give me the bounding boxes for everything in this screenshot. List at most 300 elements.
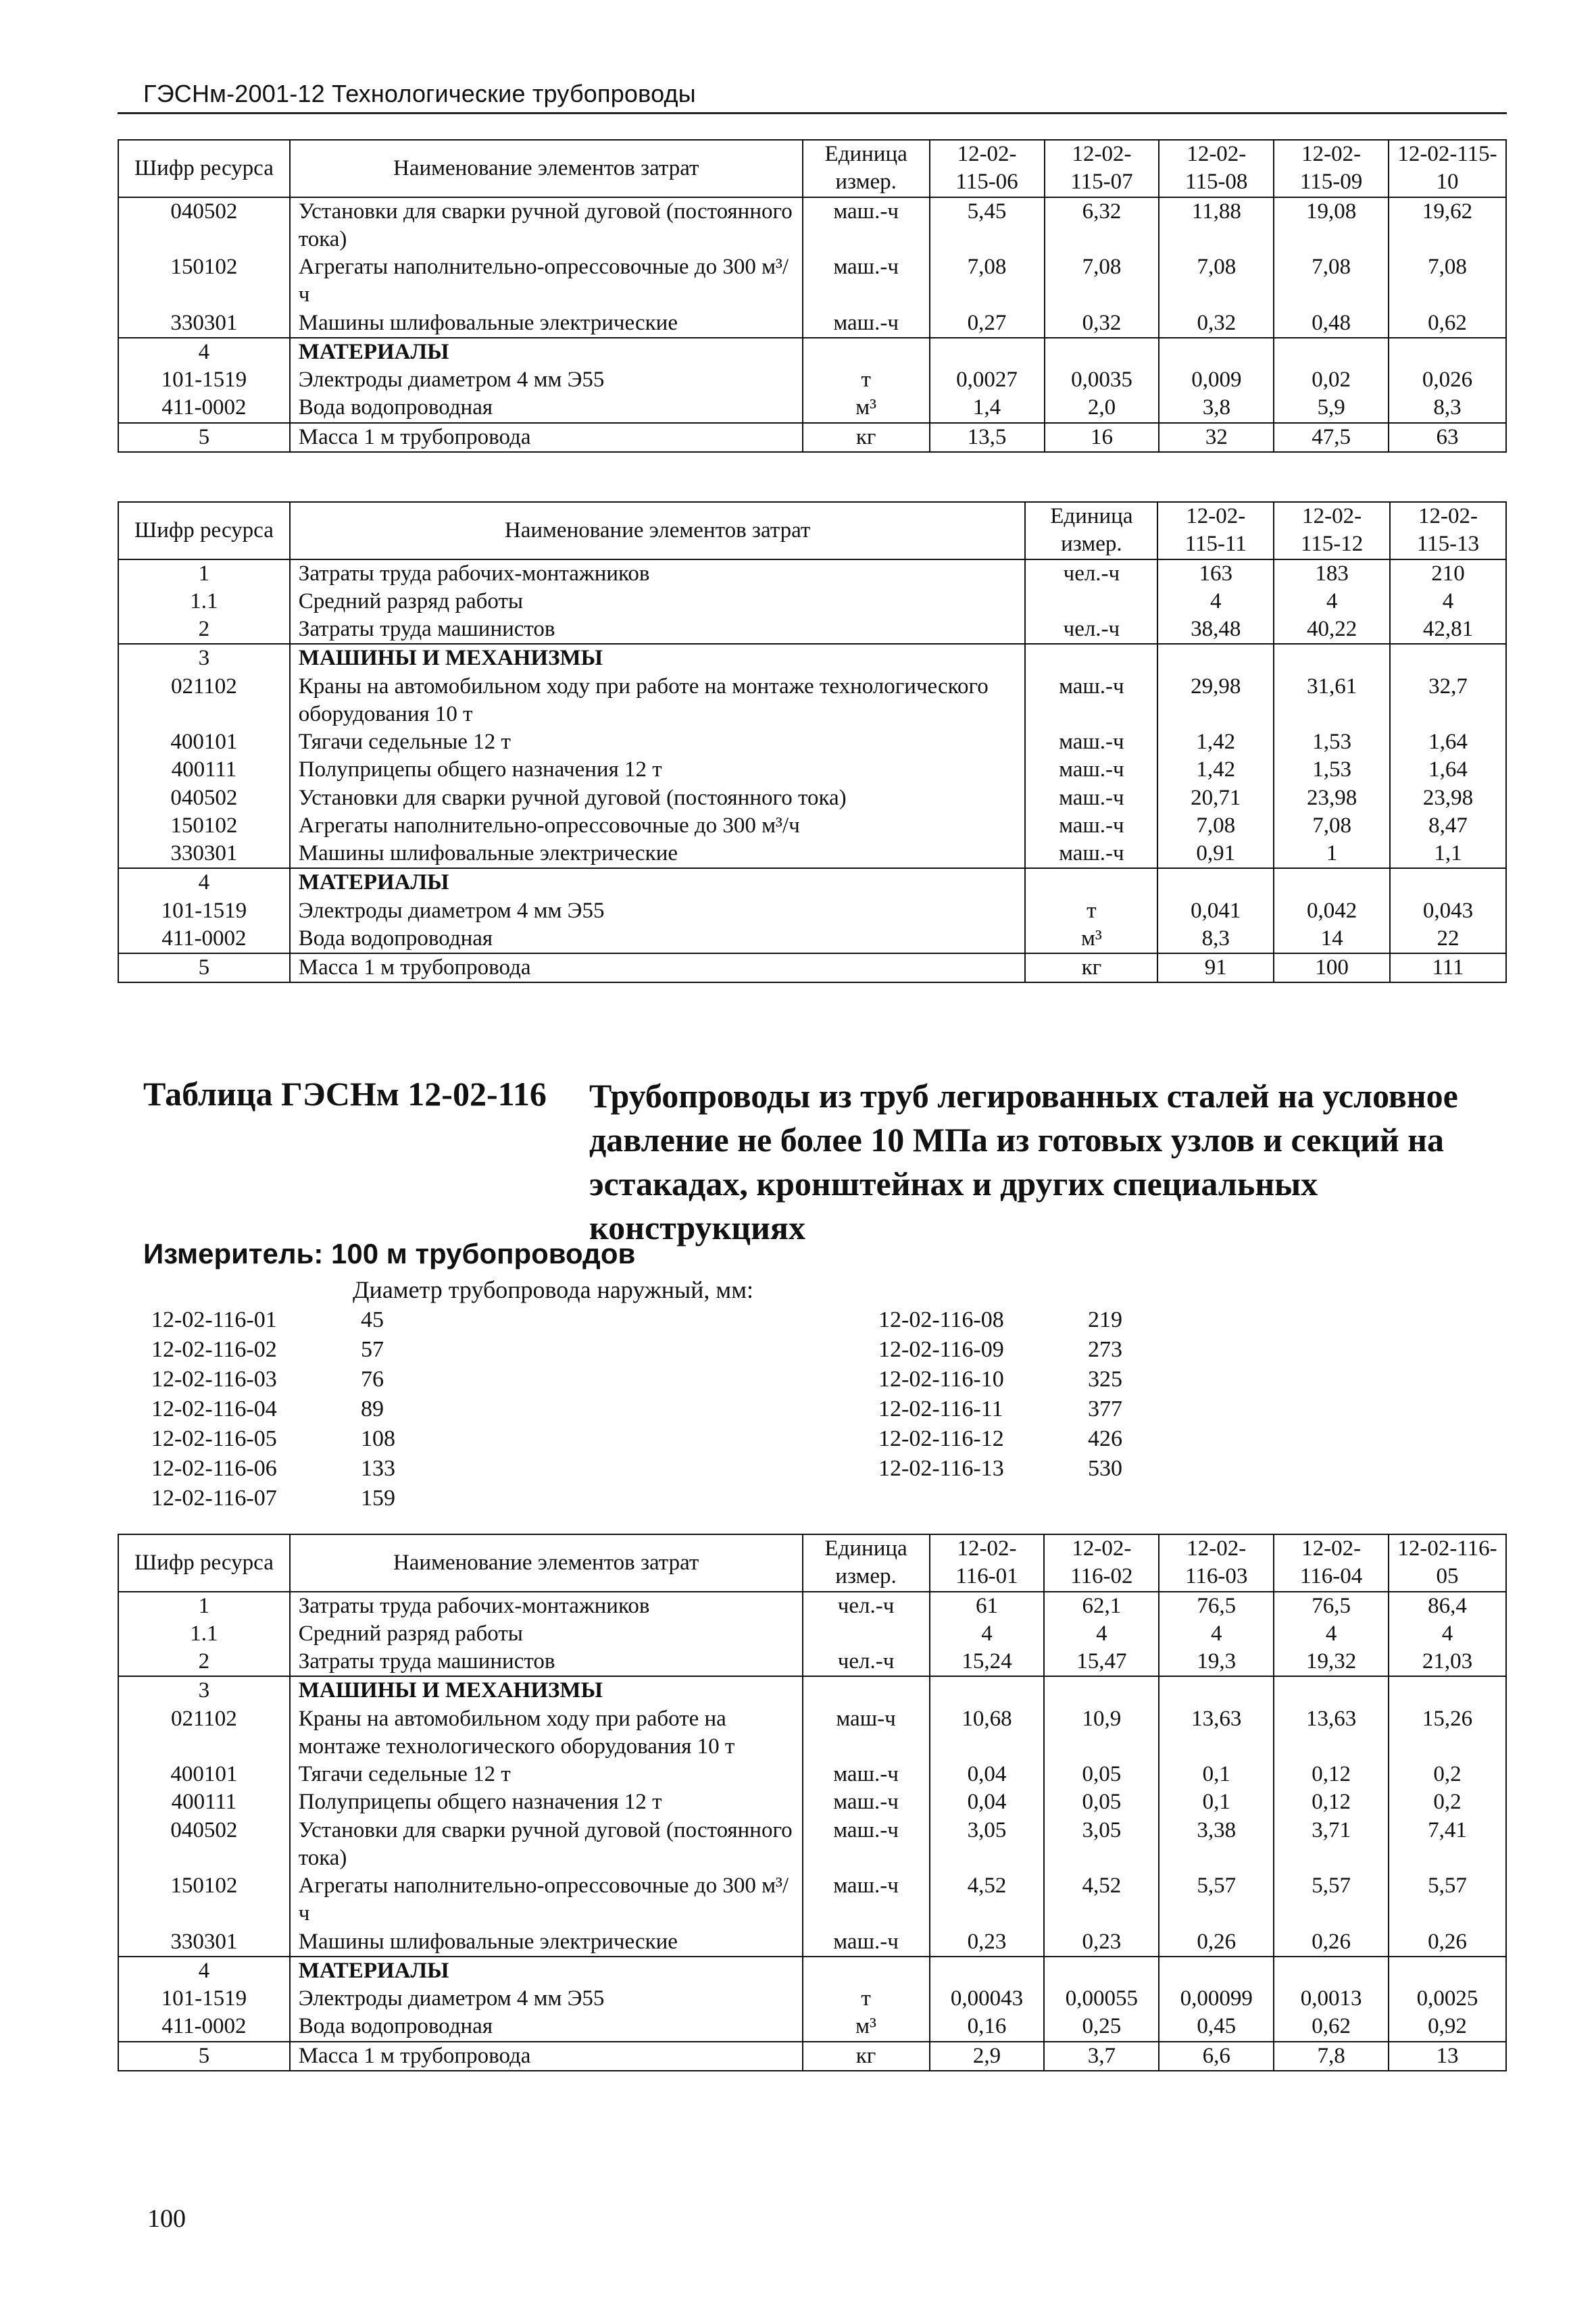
norm-value: 0,041 [1157, 897, 1274, 925]
resource-name: Вода водопроводная [290, 2013, 803, 2041]
norm-value: 0,25 [1044, 2013, 1159, 2041]
norm-code: 12-02-116-10 [878, 1367, 1004, 1392]
resource-code: 411-0002 [118, 925, 290, 953]
col-header-norm: 12-02-115-06 [930, 140, 1045, 197]
table-label: Таблица ГЭСНм 12-02-116 [143, 1075, 547, 1113]
col-header-norm: 12-02-116-03 [1159, 1534, 1274, 1592]
norm-value: 7,08 [930, 253, 1045, 309]
norm-value: 15,24 [930, 1648, 1045, 1676]
norm-value: 29,98 [1157, 673, 1274, 729]
unit: чел.-ч [803, 1592, 930, 1620]
norm-value: 1,53 [1274, 728, 1390, 756]
table-row [118, 840, 1506, 868]
norm-value: 1,64 [1390, 756, 1506, 784]
resource-code: 101-1519 [118, 366, 290, 394]
norm-value [930, 338, 1045, 366]
diameter-value: 76 [361, 1367, 384, 1392]
table-row [118, 338, 1506, 366]
resource-table-115-06-10 [118, 139, 1507, 453]
norm-value: 0,32 [1045, 309, 1159, 338]
norm-code: 12-02-116-06 [151, 1456, 277, 1481]
norm-value: 0,04 [930, 1788, 1045, 1816]
norm-code-row [151, 1335, 395, 1365]
resource-name: Полуприцепы общего назначения 12 т [290, 756, 1026, 784]
norm-value: 0,0013 [1274, 1985, 1389, 2013]
norm-value: 13,5 [930, 423, 1045, 452]
resource-code: 1 [118, 1592, 290, 1620]
norm-code-row [151, 1305, 395, 1335]
resource-code: 040502 [118, 784, 290, 812]
norm-value: 7,08 [1045, 253, 1159, 309]
resource-code: 2 [118, 1648, 290, 1676]
norm-value [1389, 338, 1506, 366]
norm-code-row [878, 1365, 1122, 1394]
resource-name: Машины шлифовальные электрические [290, 840, 1026, 868]
resource-name: Агрегаты наполнительно-опрессовочные до 300 м³/ч [290, 253, 803, 309]
norm-value: 7,41 [1389, 1817, 1506, 1873]
norm-value: 13,63 [1159, 1705, 1274, 1761]
norm-value: 61 [930, 1592, 1045, 1620]
norm-value [1044, 1957, 1159, 1985]
resource-code: 411-0002 [118, 2013, 290, 2041]
norm-value: 0,26 [1159, 1928, 1274, 1957]
unit: маш.-ч [1025, 673, 1157, 729]
col-header-norm: 12-02-116-01 [930, 1534, 1045, 1592]
norm-code: 12-02-116-11 [878, 1397, 1003, 1422]
norm-value: 0,02 [1274, 366, 1389, 394]
norm-value: 0,00099 [1159, 1985, 1274, 2013]
norm-value: 6,32 [1045, 197, 1159, 254]
col-header-norm: 12-02-116-04 [1274, 1534, 1389, 1592]
resource-name: Краны на автомобильном ходу при работе на монтаже технологического оборудования 10 т [290, 1705, 803, 1761]
norm-value: 0,0027 [930, 366, 1045, 394]
norm-value: 31,61 [1274, 673, 1390, 729]
norm-value: 42,81 [1390, 615, 1506, 644]
norm-codes-right [878, 1305, 1122, 1484]
norm-value: 0,26 [1389, 1928, 1506, 1957]
unit: маш.-ч [803, 1928, 930, 1957]
table-row [118, 1761, 1506, 1788]
norm-value: 4 [1389, 1620, 1506, 1648]
section-heading: МАШИНЫ И МЕХАНИЗМЫ [290, 1676, 803, 1705]
norm-code-row [878, 1335, 1122, 1365]
col-header-code: Шифр ресурса [118, 140, 290, 197]
norm-value: 0,23 [1044, 1928, 1159, 1957]
norm-code-row [151, 1424, 395, 1454]
resource-code: 400101 [118, 728, 290, 756]
resource-code: 021102 [118, 673, 290, 729]
norm-value: 4 [930, 1620, 1045, 1648]
norm-value: 4 [1274, 1620, 1389, 1648]
unit: маш.-ч [1025, 840, 1157, 868]
table-row [118, 673, 1506, 729]
norm-value [1389, 1676, 1506, 1705]
norm-value: 0,04 [930, 1761, 1045, 1788]
norm-value: 4,52 [1044, 1872, 1159, 1928]
table-row [118, 394, 1506, 422]
resource-code: 400111 [118, 756, 290, 784]
norm-value: 10,68 [930, 1705, 1045, 1761]
unit [803, 1676, 930, 1705]
norm-value [1159, 1957, 1274, 1985]
norm-value: 7,08 [1157, 812, 1274, 840]
norm-value: 111 [1390, 953, 1506, 982]
resource-name: Электроды диаметром 4 мм Э55 [290, 897, 1026, 925]
norm-value: 63 [1389, 423, 1506, 452]
norm-value: 0,043 [1390, 897, 1506, 925]
norm-value: 5,57 [1274, 1872, 1389, 1928]
diameter-value: 219 [1088, 1307, 1122, 1332]
col-header-unit: Единица измер. [803, 1534, 930, 1592]
unit: чел.-ч [803, 1648, 930, 1676]
col-header-norm: 12-02-116-05 [1389, 1534, 1506, 1592]
table-row [118, 615, 1506, 644]
resource-code: 150102 [118, 1872, 290, 1928]
norm-value [1274, 1676, 1389, 1705]
unit: маш.-ч [803, 253, 930, 309]
table-row [118, 897, 1506, 925]
norm-value: 0,05 [1044, 1761, 1159, 1788]
table-row [118, 253, 1506, 309]
norm-value: 2,0 [1045, 394, 1159, 422]
resource-code: 5 [118, 953, 290, 982]
diameter-value: 273 [1088, 1337, 1122, 1362]
norm-value: 13 [1389, 2042, 1506, 2071]
norm-value: 0,12 [1274, 1761, 1389, 1788]
resource-name: Средний разряд работы [290, 1620, 803, 1648]
table-row [118, 1788, 1506, 1816]
norm-value: 4 [1157, 588, 1274, 615]
norm-value: 8,47 [1390, 812, 1506, 840]
norm-code: 12-02-116-12 [878, 1426, 1004, 1451]
norm-value: 1,1 [1390, 840, 1506, 868]
unit: маш.-ч [1025, 756, 1157, 784]
norm-value: 10,9 [1044, 1705, 1159, 1761]
diameter-value: 377 [1088, 1397, 1122, 1422]
norm-value: 91 [1157, 953, 1274, 982]
unit: кг [803, 2042, 930, 2071]
resource-name: Установки для сварки ручной дуговой (постоянного тока) [290, 784, 1026, 812]
resource-name: Средний разряд работы [290, 588, 1026, 615]
norm-value: 6,6 [1159, 2042, 1274, 2071]
diameter-value: 159 [361, 1486, 395, 1511]
table-row [118, 1957, 1506, 1985]
resource-table-116-01-05 [118, 1534, 1507, 2071]
resource-code: 4 [118, 338, 290, 366]
resource-code: 3 [118, 644, 290, 672]
section-heading: МАТЕРИАЛЫ [290, 338, 803, 366]
norm-value: 47,5 [1274, 423, 1389, 452]
table-row [118, 644, 1506, 672]
norm-value: 14 [1274, 925, 1390, 953]
unit: маш.-ч [803, 1788, 930, 1816]
diameter-value: 325 [1088, 1367, 1122, 1392]
resource-name: Машины шлифовальные электрические [290, 309, 803, 338]
norm-value: 23,98 [1390, 784, 1506, 812]
unit: чел.-ч [1025, 559, 1157, 588]
resource-code: 330301 [118, 840, 290, 868]
col-header-name: Наименование элементов затрат [290, 1534, 803, 1592]
resource-name: Электроды диаметром 4 мм Э55 [290, 366, 803, 394]
table-row [118, 423, 1506, 452]
col-header-norm: 12-02-115-09 [1274, 140, 1389, 197]
norm-value: 0,26 [1274, 1928, 1389, 1957]
resource-code: 5 [118, 423, 290, 452]
col-header-norm: 12-02-115-07 [1045, 140, 1159, 197]
norm-value: 4 [1044, 1620, 1159, 1648]
resource-code: 1 [118, 559, 290, 588]
resource-name: Агрегаты наполнительно-опрессовочные до 300 м³/ч [290, 812, 1026, 840]
norm-value: 0,23 [930, 1928, 1045, 1957]
unit: маш.-ч [803, 1872, 930, 1928]
norm-value: 19,3 [1159, 1648, 1274, 1676]
resource-code: 4 [118, 1957, 290, 1985]
resource-name: Затраты труда машинистов [290, 1648, 803, 1676]
table-row [118, 559, 1506, 588]
norm-code: 12-02-116-03 [151, 1367, 277, 1392]
resource-code: 400101 [118, 1761, 290, 1788]
table-row [118, 197, 1506, 254]
resource-code: 1.1 [118, 1620, 290, 1648]
norm-value: 2,9 [930, 2042, 1045, 2071]
norm-value: 4 [1390, 588, 1506, 615]
norm-value: 7,08 [1159, 253, 1274, 309]
diameter-label: Диаметр трубопровода наружный, мм: [353, 1276, 753, 1303]
resource-name: Масса 1 м трубопровода [290, 953, 1026, 982]
norm-value: 0,1 [1159, 1788, 1274, 1816]
norm-value: 5,45 [930, 197, 1045, 254]
unit [803, 1957, 930, 1985]
resource-name: Вода водопроводная [290, 394, 803, 422]
diameter-value: 530 [1088, 1456, 1122, 1481]
col-header-name: Наименование элементов затрат [290, 140, 803, 197]
norm-value: 100 [1274, 953, 1390, 982]
norm-value: 1,42 [1157, 756, 1274, 784]
table-row [118, 2042, 1506, 2071]
unit: т [803, 1985, 930, 2013]
diameter-value: 133 [361, 1456, 395, 1481]
norm-value: 32 [1159, 423, 1274, 452]
norm-value [1157, 868, 1274, 897]
resource-name: Электроды диаметром 4 мм Э55 [290, 1985, 803, 2013]
norm-value: 0,1 [1159, 1761, 1274, 1788]
unit [1025, 644, 1157, 672]
norm-value [1159, 1676, 1274, 1705]
norm-code-row [151, 1454, 395, 1484]
norm-value: 3,7 [1044, 2042, 1159, 2071]
norm-value: 4,52 [930, 1872, 1045, 1928]
norm-value: 86,4 [1389, 1592, 1506, 1620]
norm-value: 15,26 [1389, 1705, 1506, 1761]
table-row [118, 1817, 1506, 1873]
norm-value [1044, 1676, 1159, 1705]
norm-value: 22 [1390, 925, 1506, 953]
norm-value: 0,05 [1044, 1788, 1159, 1816]
diameter-value: 108 [361, 1426, 395, 1451]
unit: т [1025, 897, 1157, 925]
table-row [118, 1985, 1506, 2013]
resource-code: 5 [118, 2042, 290, 2071]
norm-value: 0,2 [1389, 1788, 1506, 1816]
unit: маш.-ч [803, 1761, 930, 1788]
resource-code: 400111 [118, 1788, 290, 1816]
norm-value: 8,3 [1157, 925, 1274, 953]
page-number: 100 [147, 2205, 186, 2233]
norm-value: 7,8 [1274, 2042, 1389, 2071]
resource-code: 2 [118, 615, 290, 644]
resource-code: 040502 [118, 1817, 290, 1873]
norm-value [1045, 338, 1159, 366]
resource-name: Установки для сварки ручной дуговой (постоянного тока) [290, 197, 803, 254]
unit [1025, 588, 1157, 615]
resource-code: 150102 [118, 812, 290, 840]
norm-value: 7,08 [1274, 253, 1389, 309]
norm-value: 4 [1274, 588, 1390, 615]
norm-codes-left [151, 1305, 395, 1513]
resource-name: Установки для сварки ручной дуговой (постоянного тока) [290, 1817, 803, 1873]
col-header-norm: 12-02-115-12 [1274, 502, 1390, 559]
col-header-norm: 12-02-116-02 [1044, 1534, 1159, 1592]
norm-value: 0,27 [930, 309, 1045, 338]
norm-code-row [878, 1305, 1122, 1335]
norm-value: 163 [1157, 559, 1274, 588]
section-heading: МАТЕРИАЛЫ [290, 868, 1026, 897]
norm-value: 0,2 [1389, 1761, 1506, 1788]
norm-value: 0,48 [1274, 309, 1389, 338]
unit: т [803, 366, 930, 394]
diameter-value: 57 [361, 1337, 384, 1362]
norm-value: 1,53 [1274, 756, 1390, 784]
norm-value [1274, 338, 1389, 366]
norm-value: 23,98 [1274, 784, 1390, 812]
norm-value [1274, 644, 1390, 672]
norm-value: 20,71 [1157, 784, 1274, 812]
unit: маш.-ч [803, 309, 930, 338]
norm-value: 40,22 [1274, 615, 1390, 644]
norm-code: 12-02-116-04 [151, 1397, 277, 1422]
norm-value: 15,47 [1044, 1648, 1159, 1676]
norm-code-row [878, 1424, 1122, 1454]
resource-name: Масса 1 м трубопровода [290, 2042, 803, 2071]
norm-value: 7,08 [1389, 253, 1506, 309]
norm-value: 7,08 [1274, 812, 1390, 840]
norm-value: 76,5 [1274, 1592, 1389, 1620]
norm-code: 12-02-116-09 [878, 1337, 1004, 1362]
norm-value [1390, 644, 1506, 672]
norm-value: 0,0025 [1389, 1985, 1506, 2013]
table-row [118, 1676, 1506, 1705]
resource-code: 021102 [118, 1705, 290, 1761]
table-row [118, 1872, 1506, 1928]
resource-code: 101-1519 [118, 897, 290, 925]
norm-value [1274, 868, 1390, 897]
unit: маш.-ч [1025, 784, 1157, 812]
table-row [118, 1648, 1506, 1676]
resource-name: Тягачи седельные 12 т [290, 1761, 803, 1788]
norm-value: 76,5 [1159, 1592, 1274, 1620]
col-header-unit: Единица измер. [1025, 502, 1157, 559]
running-title: ГЭСНм-2001-12 Технологические трубопроводы [143, 80, 696, 107]
norm-value: 3,38 [1159, 1817, 1274, 1873]
unit: м³ [1025, 925, 1157, 953]
resource-code: 330301 [118, 309, 290, 338]
norm-value: 1 [1274, 840, 1390, 868]
section-heading: МАТЕРИАЛЫ [290, 1957, 803, 1985]
norm-value: 38,48 [1157, 615, 1274, 644]
norm-value: 0,026 [1389, 366, 1506, 394]
unit: маш.-ч [803, 1817, 930, 1873]
norm-value: 5,57 [1389, 1872, 1506, 1928]
table-row [118, 784, 1506, 812]
norm-value: 183 [1274, 559, 1390, 588]
norm-value: 5,9 [1274, 394, 1389, 422]
unit: м³ [803, 2013, 930, 2041]
norm-value [930, 1957, 1045, 1985]
unit [803, 338, 930, 366]
norm-value: 3,05 [930, 1817, 1045, 1873]
norm-value: 19,32 [1274, 1648, 1389, 1676]
unit: маш.-ч [1025, 728, 1157, 756]
norm-code: 12-02-116-01 [151, 1307, 277, 1332]
diameter-value: 45 [361, 1307, 384, 1332]
col-header-norm: 12-02-115-13 [1390, 502, 1506, 559]
section-heading: МАШИНЫ И МЕХАНИЗМЫ [290, 644, 1026, 672]
norm-value: 0,0035 [1045, 366, 1159, 394]
norm-code-row [151, 1394, 395, 1424]
diameter-value: 89 [361, 1397, 384, 1422]
norm-value: 0,00043 [930, 1985, 1045, 2013]
norm-value: 13,63 [1274, 1705, 1389, 1761]
resource-name: Машины шлифовальные электрические [290, 1928, 803, 1957]
unit: маш-ч [803, 1705, 930, 1761]
norm-value: 1,64 [1390, 728, 1506, 756]
col-header-name: Наименование элементов затрат [290, 502, 1026, 559]
table-row [118, 756, 1506, 784]
table-row [118, 2013, 1506, 2041]
norm-value [1390, 868, 1506, 897]
resource-code: 4 [118, 868, 290, 897]
norm-value: 5,57 [1159, 1872, 1274, 1928]
norm-value: 0,009 [1159, 366, 1274, 394]
norm-value [1274, 1957, 1389, 1985]
table-row [118, 1592, 1506, 1620]
norm-value: 0,92 [1389, 2013, 1506, 2041]
norm-code-row [151, 1484, 395, 1513]
table-row [118, 812, 1506, 840]
norm-code: 12-02-116-07 [151, 1486, 277, 1511]
col-header-norm: 12-02-115-11 [1157, 502, 1274, 559]
unit: чел.-ч [1025, 615, 1157, 644]
table-row [118, 588, 1506, 615]
resource-name: Краны на автомобильном ходу при работе на монтаже технологического оборудования 10 т [290, 673, 1026, 729]
norm-value [1389, 1957, 1506, 1985]
norm-code: 12-02-116-13 [878, 1456, 1004, 1481]
norm-value: 4 [1159, 1620, 1274, 1648]
table-row [118, 1705, 1506, 1761]
col-header-unit: Единица измер. [803, 140, 930, 197]
table-row [118, 1928, 1506, 1957]
norm-value: 0,16 [930, 2013, 1045, 2041]
resource-code: 411-0002 [118, 394, 290, 422]
norm-value: 3,71 [1274, 1817, 1389, 1873]
unit [1025, 868, 1157, 897]
diameter-value: 426 [1088, 1426, 1122, 1451]
table-row [118, 868, 1506, 897]
norm-value: 21,03 [1389, 1648, 1506, 1676]
unit: кг [1025, 953, 1157, 982]
resource-name: Масса 1 м трубопровода [290, 423, 803, 452]
unit: маш.-ч [1025, 812, 1157, 840]
